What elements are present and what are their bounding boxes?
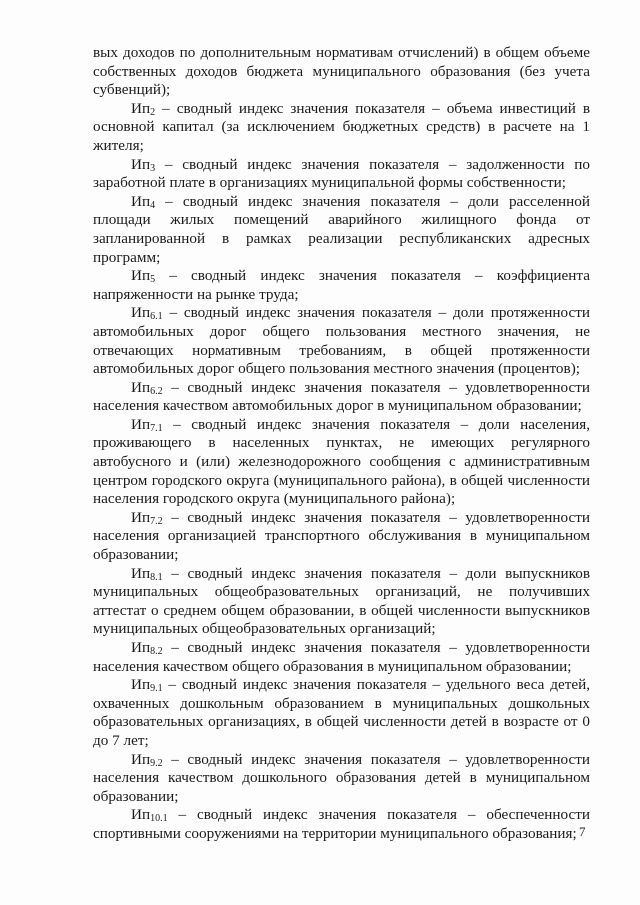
indicator-paragraph-ip9-1 [93,676,590,750]
indicator-subscript: 4 [150,199,156,211]
indicator-paragraph-ip3 [93,156,590,193]
indicator-definition: – сводный индекс значения показателя – доли населения, проживающего в населенных пунктах, не имеющих регулярного автобусного и (или) железнодорожного сообщения с административным центром городского округа (муниципального района), в общей численности населения городского округа (муниципального района); [93,415,590,508]
indicator-subscript: 7.1 [150,422,163,434]
indicator-definition: – сводный индекс значения показателя – удельного веса детей, охваченных дошкольным образованием в муниципальных дошкольных образовательных организациях, в общей численности детей в возрасте от 0 до 7 лет; [93,676,590,749]
indicator-symbol: Ип [131,639,151,656]
indicator-definition: – сводный индекс значения показателя – коэффициента напряженности на рынке труда; [93,267,590,303]
indicator-subscript: 7.2 [150,515,163,527]
indicator-subscript: 2 [150,106,156,118]
indicator-definition: – сводный индекс значения показателя – удовлетворенности населения организацией транспортного обслуживания в муниципальном образовании; [93,508,590,564]
indicator-symbol: Ип [131,267,151,285]
indicator-definition: – сводный индекс значения показателя – доли выпускников муниципальных общеобразовательных организаций, не получивших аттестат о среднем общем образовании, в общей численности выпускников муниципальных общеобразовательных организаций; [93,564,590,638]
indicator-symbol: Ип [131,750,151,768]
indicator-symbol: Ип [131,378,151,396]
indicator-subscript: 3 [150,162,156,174]
indicator-symbol: Ип [131,564,151,582]
indicator-symbol: Ип [131,415,151,433]
indicator-paragraph-ip2 [93,100,590,156]
indicator-symbol: Ип [131,508,151,526]
indicator-subscript: 10.1 [150,813,168,825]
indicator-subscript: 8.1 [150,571,163,583]
indicator-paragraph-ip8-2 [93,639,590,676]
indicator-symbol: Ип [131,806,151,824]
indicator-paragraph-ip7-1 [93,416,590,509]
body-text [93,44,590,844]
indicator-paragraph-ip10-1 [93,806,590,843]
indicator-subscript: 9.2 [150,757,163,769]
indicator-paragraph-ip6-1 [93,304,590,378]
indicator-subscript: 6.2 [150,385,163,397]
indicator-symbol: Ип [131,155,151,173]
indicator-symbol: Ип [131,676,151,694]
indicator-definition: – сводный индекс значения показателя – удовлетворенности населения качеством дошкольного образования детей в муниципальном образовании; [93,750,590,805]
indicator-definition: – сводный индекс значения показателя – доли расселенной площади жилых помещений аварийного жилищного фонда от запланированной в рамках реализации республиканских адресных программ; [93,192,590,266]
indicator-paragraph-ip4 [93,193,590,267]
indicator-paragraph-ip8-1 [93,565,590,639]
indicator-subscript: 5 [150,274,156,286]
indicator-paragraph-ip5 [93,267,590,304]
indicator-subscript: 6.1 [150,311,163,323]
page-number: 7 [579,824,586,839]
indicator-paragraph-ip7-2 [93,509,590,565]
indicator-subscript: 8.2 [150,646,163,657]
indicator-definition: – сводный индекс значения показателя – объема инвестиций в основной капитал (за исключением бюджетных средств) в расчете на 1 жителя; [93,99,590,154]
indicator-paragraph-ip6-2 [93,379,590,416]
indicator-definition: – сводный индекс значения показателя – задолженности по заработной плате в организациях муниципальной формы собственности; [93,155,590,192]
indicator-definition: – сводный индекс значения показателя – удовлетворенности населения качеством автомобильных дорог в муниципальном образовании; [93,378,590,415]
indicator-symbol: Ип [131,99,151,117]
indicator-symbol: Ип [131,192,151,210]
intro-paragraph: вых доходов по дополнительным нормативам отчислений) в общем объеме собственных доходов бюджета муниципального образования (без учета субвенций); [93,44,590,99]
indicator-paragraph-ip9-2 [93,751,590,807]
indicator-symbol: Ип [131,304,151,322]
indicator-definition: – сводный индекс значения показателя – удовлетворенности населения качеством общего образования в муниципальном образовании; [93,639,590,675]
indicator-definition: – сводный индекс значения показателя – доли протяженности автомобильных дорог общего пользования местного значения, не отвечающих нормативным требованиям, в общей протяженности автомобильных дорог общего пользования местного значения (процентов); [93,304,590,378]
indicator-subscript: 9.1 [150,683,163,695]
indicator-definition: – сводный индекс значения показателя – обеспеченности спортивными сооружениями на территории муниципального образования; [93,806,590,842]
